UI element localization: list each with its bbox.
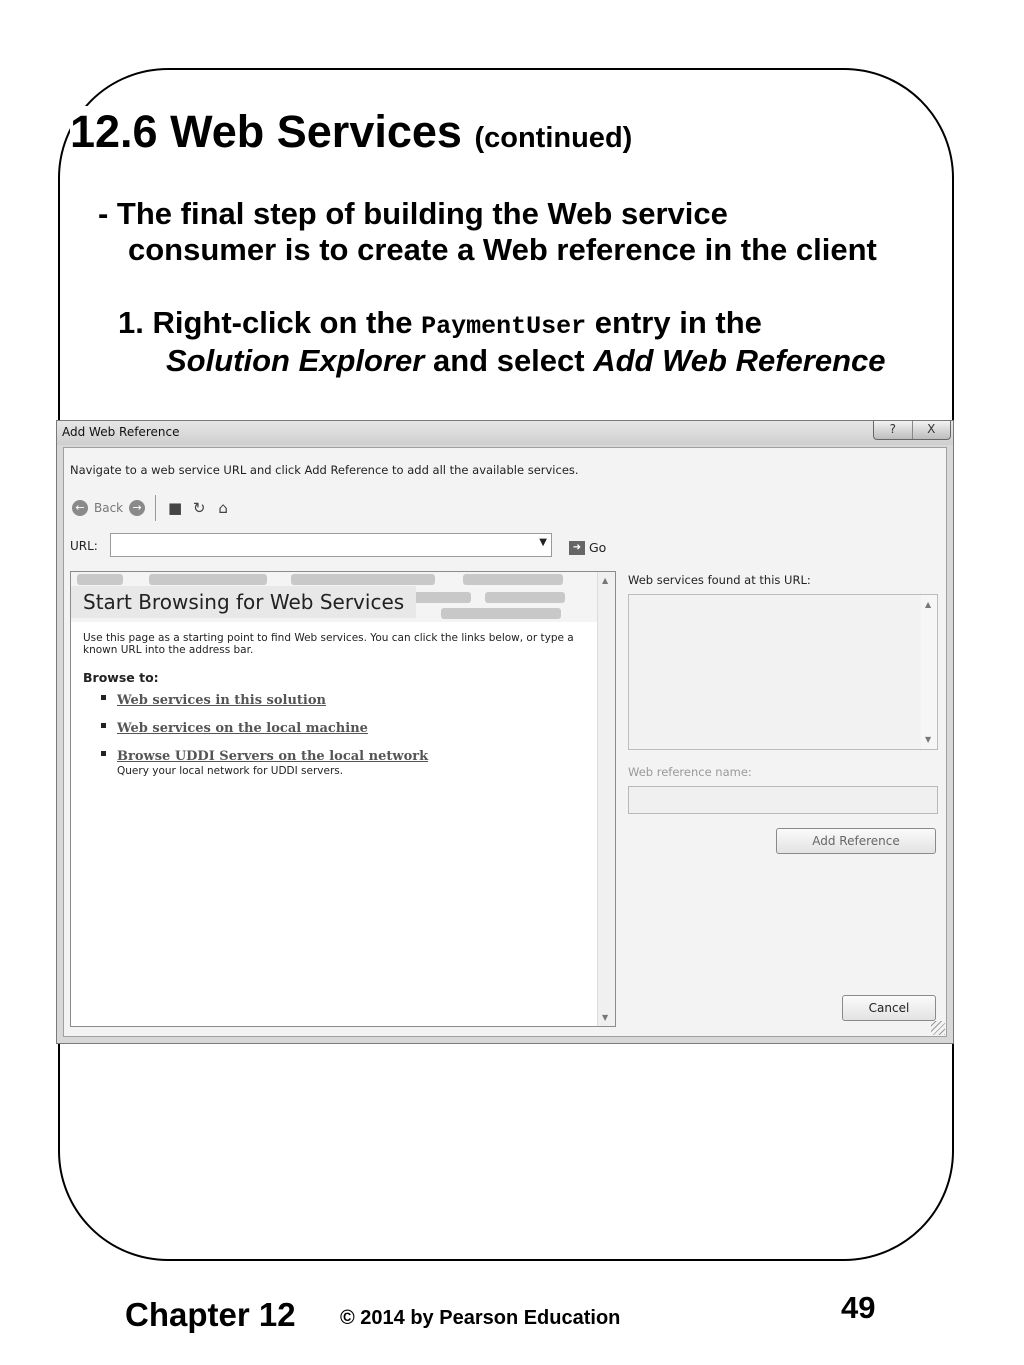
banner-block [485, 592, 565, 603]
bullet-2-mid: and select [424, 343, 594, 378]
close-button[interactable]: X [912, 421, 951, 439]
refresh-icon[interactable]: ↻ [192, 499, 206, 517]
dialog-client [63, 447, 947, 1037]
bullet-2-code: PaymentUser [421, 312, 587, 341]
link-uddi-servers[interactable]: Browse UDDI Servers on the local network [117, 749, 429, 764]
browser-pane [70, 571, 616, 1027]
toolbar-separator [155, 495, 156, 521]
list-item [97, 689, 428, 708]
browser-heading: Start Browsing for Web Services [71, 586, 416, 618]
list-item [97, 717, 428, 736]
forward-arrow-icon[interactable]: → [129, 500, 145, 516]
bullet-2-line-1 [118, 305, 762, 345]
footer-copyright: © 2014 by Pearson Education [340, 1307, 621, 1329]
dialog-titlebar [57, 421, 953, 445]
go-button[interactable] [569, 540, 606, 555]
list-item [97, 745, 428, 777]
bullet-2-prefix: 1. Right-click on the [118, 305, 422, 340]
bullet-1-line-1: - The final step of building the Web service [98, 196, 728, 231]
add-reference-button[interactable]: Add Reference [776, 828, 936, 854]
link-solution-services[interactable]: Web services in this solution [117, 693, 326, 708]
browse-to-label: Browse to: [83, 670, 159, 685]
cancel-button[interactable]: Cancel [842, 995, 936, 1021]
browser-intro: Use this page as a starting point to find Web services. You can click the links below, or type a known URL into the address bar. [83, 632, 574, 656]
back-label[interactable]: Back [94, 501, 124, 515]
dialog-title: Add Web Reference [62, 425, 180, 439]
services-scrollbar[interactable] [921, 595, 937, 749]
home-icon[interactable]: ⌂ [218, 499, 228, 517]
chevron-down-icon[interactable]: ▼ [539, 537, 547, 548]
slide-title [70, 106, 632, 164]
title-sub: (continued) [474, 122, 633, 154]
url-label: URL: [70, 539, 98, 553]
web-reference-name-label: Web reference name: [628, 765, 752, 779]
uddi-description: Query your local network for UDDI servers. [117, 765, 344, 777]
services-found-list[interactable] [628, 594, 938, 750]
banner-block [441, 608, 561, 619]
banner-block [291, 574, 435, 585]
banner-block [149, 574, 267, 585]
banner-block [77, 574, 123, 585]
scroll-up-icon[interactable]: ▲ [602, 576, 609, 585]
url-input[interactable] [110, 533, 552, 557]
resize-grip-icon[interactable] [931, 1021, 945, 1035]
scroll-down-icon[interactable]: ▼ [602, 1013, 609, 1022]
footer-chapter: Chapter 12 [125, 1296, 296, 1333]
page-number: 49 [841, 1290, 876, 1325]
link-local-machine-services[interactable]: Web services on the local machine [117, 721, 368, 736]
help-button[interactable]: ? [889, 422, 896, 436]
web-reference-name-input[interactable] [628, 786, 938, 814]
go-arrow-icon: ➜ [569, 541, 585, 555]
add-web-reference-text: Add Web Reference [593, 343, 886, 378]
nav-toolbar [72, 496, 232, 520]
go-label: Go [589, 540, 607, 555]
bullet-2-line-2 [166, 343, 886, 379]
browser-banner [71, 572, 597, 622]
banner-block [411, 592, 471, 603]
back-arrow-icon[interactable]: ← [72, 500, 88, 516]
stop-icon[interactable]: ■ [168, 499, 183, 517]
instruction-text: Navigate to a web service URL and click Add Reference to add all the available services. [70, 463, 579, 477]
add-web-reference-dialog [56, 420, 954, 1044]
scroll-up-icon[interactable]: ▲ [925, 600, 932, 609]
banner-block [463, 574, 563, 585]
title-main: 12.6 Web Services [70, 106, 462, 157]
solution-explorer-text: Solution Explorer [166, 343, 425, 378]
browser-scrollbar[interactable] [597, 572, 615, 1026]
window-buttons [873, 421, 951, 440]
bullet-2-suffix: entry in the [586, 305, 762, 340]
services-found-label: Web services found at this URL: [628, 573, 811, 587]
browse-links [97, 689, 428, 786]
scroll-down-icon[interactable]: ▼ [925, 735, 932, 744]
bullet-1-line-2: consumer is to create a Web reference in the client [128, 232, 877, 267]
